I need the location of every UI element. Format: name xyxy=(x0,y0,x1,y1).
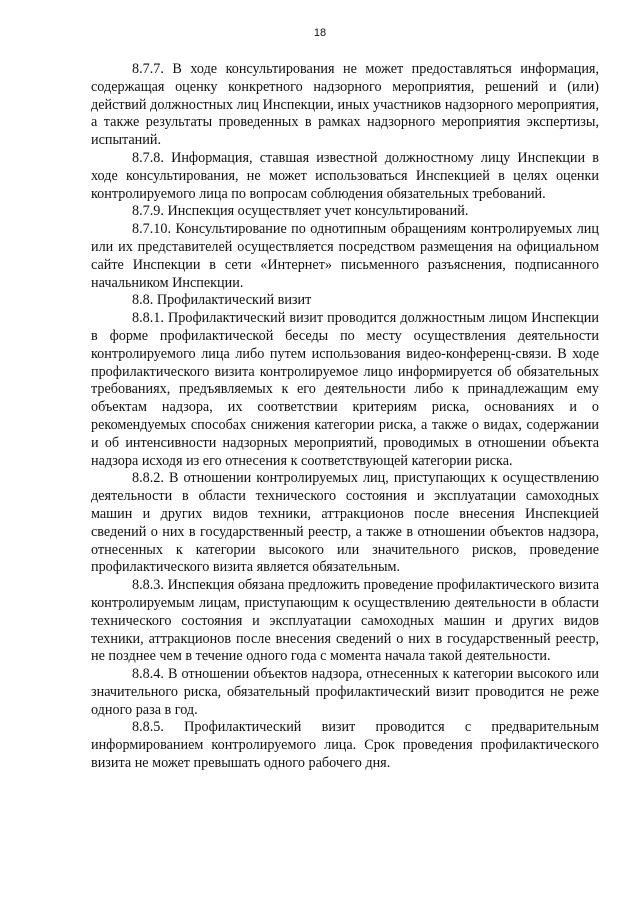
document-body xyxy=(91,61,599,773)
paragraph-8-8-1: 8.8.1. Профилактический визит проводится должностным лицом Инспекции в форме профилактической беседы по месту осуществления деятельности контролируемого лица либо путем использования видео-конференц-связи. В ходе профилактического визита контролируемое лицо информируется об обязательных требованиях, предъявляемых к его деятельности либо к принадлежащим ему объектам надзора, их соответствии критериям риска, основаниях и о рекомендуемых способах снижения категории риска, а также о видах, содержании и об интенсивности надзорных мероприятий, проводимых в отношении объекта надзора исходя из его отнесения к соответствующей категории риска. xyxy=(91,310,599,469)
paragraph-8-7-7: 8.7.7. В ходе консультирования не может предоставляться информация, содержащая оценку конкретного надзорного мероприятия, решений и (или) действий должностных лиц Инспекции, иных участников надзорного мероприятия, а также результаты проведенных в рамках надзорного мероприятия экспертизы, испытаний. xyxy=(91,61,599,149)
page-number: 18 xyxy=(313,27,327,39)
paragraph-8-7-9: 8.7.9. Инспекция осуществляет учет консультирований. xyxy=(132,203,469,220)
paragraph-8-8-5: 8.8.5. Профилактический визит проводится с предварительным информированием контролируемого лица. Срок проведения профилактического визита не может превышать одного рабочего дня. xyxy=(91,719,599,772)
paragraph-8-8-4: 8.8.4. В отношении объектов надзора, отнесенных к категории высокого или значительного риска, обязательный профилактический визит проводится не реже одного раза в год. xyxy=(91,666,599,718)
paragraph-8-7-10: 8.7.10. Консультирование по однотипным обращениям контролируемых лиц или их представителей осуществляется посредством размещения на официальном сайте Инспекции в сети «Интернет» письменного разъяснения, подписанного начальником Инспекции. xyxy=(91,221,599,291)
paragraph-8-8-2: 8.8.2. В отношении контролируемых лиц, приступающих к осуществлению деятельности в области технического состояния и эксплуатации самоходных машин и других видов техники, аттракционов после внесения Инспекцией сведений о них в государственный реестр, а также в отношении объектов надзора, отнесенных к категории высокого или значительного рисков, проведение профилактического визита является обязательным. xyxy=(91,470,599,576)
section-heading-8-8: 8.8. Профилактический визит xyxy=(132,292,312,309)
paragraph-8-8-3: 8.8.3. Инспекция обязана предложить проведение профилактического визита контролируемым лицам, приступающим к осуществлению деятельности в области технического состояния и эксплуатации самоходных машин и других видов техники, аттракционов после внесения сведений о них в государственный реестр, не позднее чем в течение одного года с момента начала такой деятельности. xyxy=(91,577,599,665)
paragraph-8-7-8: 8.7.8. Информация, ставшая известной должностному лицу Инспекции в ходе консультирования, не может использоваться Инспекцией в целях оценки контролируемого лица по вопросам соблюдения обязательных требований. xyxy=(91,149,599,202)
